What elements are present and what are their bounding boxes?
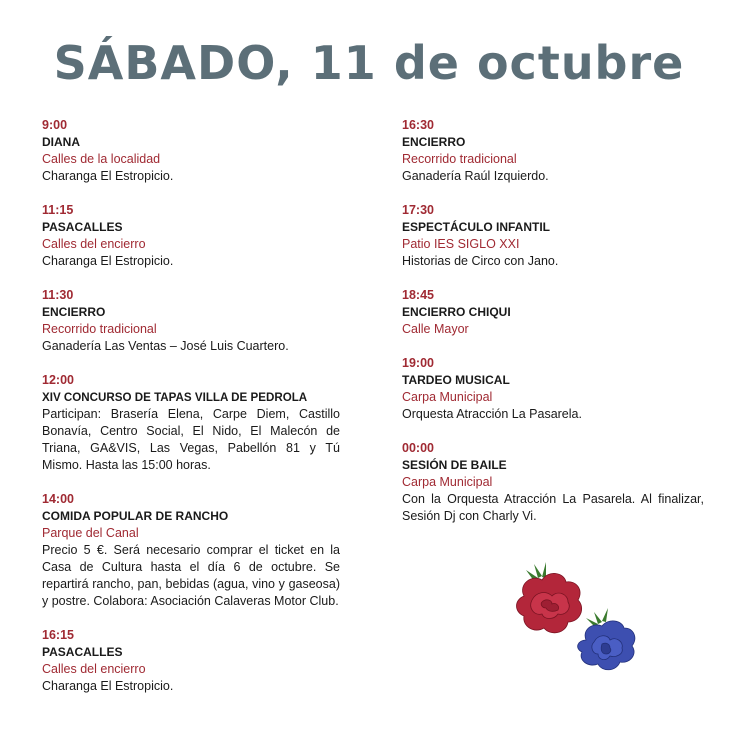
event-time: 11:30 <box>42 288 74 302</box>
event-time: 19:00 <box>402 356 434 370</box>
event-item <box>402 117 704 185</box>
event-item <box>402 355 704 423</box>
event-description: Ganadería Las Ventas – José Luis Cuartero. <box>42 339 289 353</box>
event-place: Calles del encierro <box>42 662 146 676</box>
event-time: 18:45 <box>402 288 434 302</box>
event-time: 17:30 <box>402 203 434 217</box>
schedule-column-right <box>402 117 704 542</box>
event-description: Charanga El Estropicio. <box>42 169 174 183</box>
event-name: XIV CONCURSO DE TAPAS VILLA DE PEDROLA <box>42 391 308 404</box>
event-name: COMIDA POPULAR DE RANCHO <box>42 509 229 523</box>
event-place: Carpa Municipal <box>402 390 493 404</box>
event-name: ENCIERRO CHIQUI <box>402 305 511 319</box>
event-name: PASACALLES <box>42 645 123 659</box>
event-name: ESPECTÁCULO INFANTIL <box>402 220 551 234</box>
event-time: 14:00 <box>42 492 74 506</box>
page-title: SÁBADO, 11 de octubre <box>53 36 685 90</box>
event-time: 12:00 <box>42 373 74 387</box>
event-description: Historias de Circo con Jano. <box>402 254 559 268</box>
event-name: ENCIERRO <box>402 135 466 149</box>
carnation-flowers-icon <box>512 556 672 676</box>
event-place: Recorrido tradicional <box>42 322 157 336</box>
event-time: 11:15 <box>42 203 74 217</box>
event-description: Participan: Brasería Elena, Carpe Diem, Castillo Bonavía, Centro Social, El Nido, El Malecón de Triana, GA&VIS, Las Vegas, Pabellón 81 y Tú Mismo. Hasta las 15:00 horas. <box>42 407 340 472</box>
event-item <box>42 287 340 355</box>
event-time: 16:15 <box>42 628 74 642</box>
event-place: Recorrido tradicional <box>402 152 517 166</box>
event-place: Carpa Municipal <box>402 475 493 489</box>
event-place: Calle Mayor <box>402 322 469 336</box>
event-place: Patio IES SIGLO XXI <box>402 237 520 251</box>
event-item <box>42 627 340 695</box>
event-item <box>42 491 340 610</box>
event-name: DIANA <box>42 135 80 149</box>
event-place: Parque del Canal <box>42 526 139 540</box>
event-item <box>402 287 704 338</box>
event-item <box>42 117 340 185</box>
event-time: 00:00 <box>402 441 434 455</box>
event-description: Precio 5 €. Será necesario comprar el ticket en la Casa de Cultura hasta el día 6 de octubre. Se repartirá rancho, pan, bebidas (agua, vino y gaseosa) y postre. Colabora: Asociación Calaveras Motor Club. <box>42 543 340 608</box>
schedule-column-left <box>42 117 340 712</box>
event-name: PASACALLES <box>42 220 123 234</box>
event-item <box>42 372 340 474</box>
event-description: Orquesta Atracción La Pasarela. <box>402 407 582 421</box>
event-description: Con la Orquesta Atracción La Pasarela. Al finalizar, Sesión Dj con Charly Vi. <box>402 492 704 523</box>
event-place: Calles del encierro <box>42 237 146 251</box>
event-name: ENCIERRO <box>42 305 106 319</box>
event-description: Charanga El Estropicio. <box>42 679 174 693</box>
event-description: Ganadería Raúl Izquierdo. <box>402 169 549 183</box>
event-name: SESIÓN DE BAILE <box>402 458 507 472</box>
event-description: Charanga El Estropicio. <box>42 254 174 268</box>
event-item <box>42 202 340 270</box>
event-time: 9:00 <box>42 118 68 132</box>
event-name: TARDEO MUSICAL <box>402 373 510 387</box>
event-item <box>402 202 704 270</box>
event-place: Calles de la localidad <box>42 152 161 166</box>
event-time: 16:30 <box>402 118 434 132</box>
carnation-flowers-icon <box>512 556 672 676</box>
event-item <box>402 440 704 525</box>
